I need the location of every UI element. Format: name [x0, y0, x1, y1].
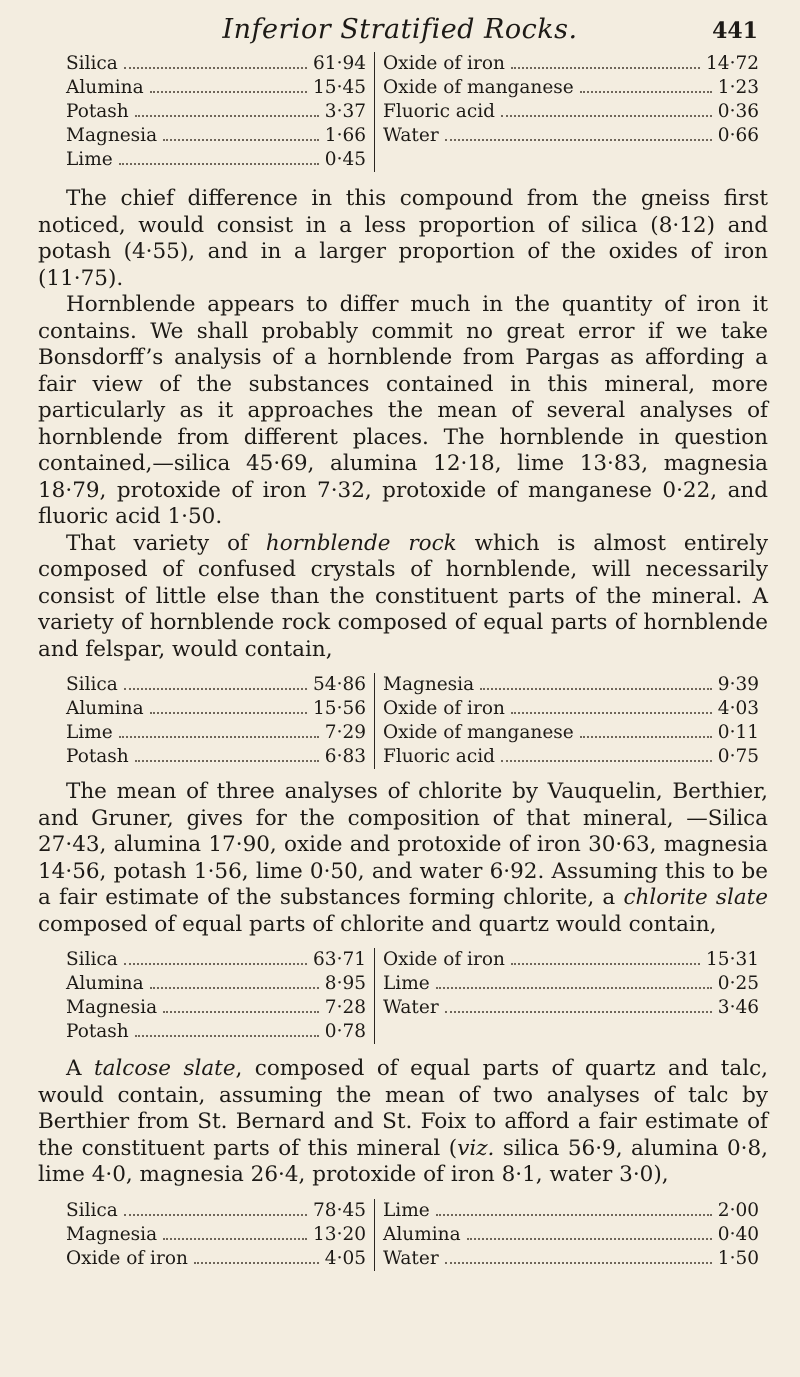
text-run: That variety of [66, 530, 266, 556]
constituent-name: Silica [66, 674, 118, 695]
table-row [383, 745, 759, 769]
constituent-value: 63·71 [313, 949, 366, 970]
table-row [66, 972, 366, 996]
constituent-value: 6·83 [324, 746, 366, 767]
constituent-name: Oxide of manganese [383, 77, 574, 98]
paragraph-hornblende-rock [38, 531, 768, 664]
constituent-value: 61·94 [313, 53, 366, 74]
text-run: , composed of equal parts of quartz and talc, would contain, assuming the mean of two analyses of talc by Berthier from St. Bernard and St. Foix to afford a fair estimate of the constituent parts of this mineral ( [38, 1056, 768, 1161]
table-column-right [375, 673, 759, 769]
leader-dots [445, 139, 712, 141]
text-run: which is almost entirely composed of confused crystals of hornblende, will necessarily consist of little else than the constituent parts of the mineral. A variety of hornblende rock composed of equal parts of hornblende and felspar, would contain, [38, 530, 768, 662]
constituent-name: Silica [66, 53, 118, 74]
table-row [66, 697, 366, 721]
constituent-name: Magnesia [66, 125, 158, 146]
constituent-value: 3·46 [717, 997, 759, 1018]
constituent-name: Potash [66, 746, 129, 767]
constituent-name: Lime [66, 149, 113, 170]
table-row [383, 673, 759, 697]
leader-dots [580, 91, 712, 93]
table-row [383, 124, 759, 148]
constituent-value: 0·78 [324, 1021, 366, 1042]
constituent-name: Silica [66, 1199, 118, 1221]
leader-dots [445, 1011, 712, 1013]
italic-term: hornblende rock [265, 530, 457, 556]
constituent-name: Lime [383, 1199, 430, 1221]
constituent-value: 7·28 [324, 997, 366, 1018]
leader-dots [163, 1238, 307, 1240]
constituent-value: 1·23 [717, 77, 759, 98]
table-row [383, 76, 759, 100]
table-row [383, 721, 759, 745]
text-run: The mean of three analyses of chlorite by Vauquelin, Berthier, and Gruner, gives for the composition of that mineral, —Silica 27·43, alumina 17·90, oxide and protoxide of iron 30·63, magnesia 14·56, potash 1·56, lime 0·50, and water 6·92. Assuming this to be a fair estimate of the substances forming chlorite, a [38, 779, 768, 910]
table-row [383, 1223, 759, 1247]
leader-dots [119, 736, 319, 738]
leader-dots [163, 1011, 319, 1013]
leader-dots [124, 1214, 307, 1216]
paragraph-chief-difference: The chief difference in this compound from the gneiss first noticed, would consist in a less proportion of silica (8·12) and potash (4·55), and in a larger proportion of the oxides of iron (11·75). [38, 186, 768, 291]
constituent-name: Alumina [66, 698, 144, 719]
paragraph-chlorite [38, 779, 768, 938]
leader-dots [119, 163, 319, 165]
italic-term: viz. [457, 1135, 495, 1161]
leader-dots [480, 688, 712, 690]
table-row [66, 673, 366, 697]
table-column-right [375, 1199, 759, 1271]
constituent-name: Silica [66, 949, 118, 970]
constituent-value: 8·95 [324, 973, 366, 994]
leader-dots [163, 139, 319, 141]
table-row [66, 124, 366, 148]
constituent-name: Water [383, 997, 439, 1018]
constituent-value: 4·05 [324, 1247, 366, 1269]
composition-table-hornblende-rock [66, 673, 768, 769]
constituent-value: 0·11 [717, 722, 759, 743]
leader-dots [135, 760, 319, 762]
leader-dots [501, 115, 712, 117]
constituent-value: 0·25 [717, 973, 759, 994]
constituent-value: 1·50 [717, 1247, 759, 1269]
constituent-name: Lime [383, 973, 430, 994]
leader-dots [150, 987, 319, 989]
constituent-value: 2·00 [717, 1199, 759, 1221]
constituent-name: Alumina [383, 1223, 461, 1245]
table-row [383, 948, 759, 972]
table-row [383, 52, 759, 76]
paragraph-talcose-slate [38, 1056, 768, 1189]
constituent-name: Water [383, 125, 439, 146]
text-run: silica 56·9, alumina 0·8, lime 4·0, magnesia 26·4, protoxide of iron 8·1, water 3·0), [38, 1135, 769, 1187]
table-row [383, 697, 759, 721]
leader-dots [135, 1035, 319, 1037]
table-row [66, 948, 366, 972]
leader-dots [467, 1238, 712, 1240]
constituent-value: 14·72 [706, 53, 759, 74]
table-row [66, 1247, 366, 1271]
constituent-name: Lime [66, 722, 113, 743]
constituent-value: 0·36 [717, 101, 759, 122]
constituent-value: 15·56 [313, 698, 366, 719]
constituent-value: 15·31 [706, 949, 759, 970]
table-row [66, 1020, 366, 1044]
constituent-value: 1·66 [324, 125, 366, 146]
constituent-name: Water [383, 1247, 439, 1269]
leader-dots [436, 987, 712, 989]
text-run: A [66, 1056, 94, 1081]
table-row [66, 745, 366, 769]
running-title: Inferior Stratified Rocks. [222, 14, 578, 45]
composition-table-gneiss [66, 52, 768, 172]
leader-dots [501, 760, 712, 762]
table-column-right [375, 948, 759, 1044]
constituent-value: 78·45 [313, 1199, 366, 1221]
leader-dots [511, 67, 700, 69]
constituent-value: 0·45 [324, 149, 366, 170]
constituent-name: Magnesia [383, 674, 475, 695]
constituent-name: Magnesia [66, 1223, 158, 1245]
italic-term: talcose slate [93, 1056, 236, 1081]
page-header [0, 10, 800, 50]
constituent-name: Potash [66, 1021, 129, 1042]
constituent-name: Oxide of iron [383, 698, 505, 719]
constituent-value: 3·37 [324, 101, 366, 122]
leader-dots [445, 1262, 712, 1264]
leader-dots [150, 712, 307, 714]
table-column-right [375, 52, 759, 172]
constituent-name: Oxide of iron [66, 1247, 188, 1269]
leader-dots [580, 736, 712, 738]
table-column-left [66, 52, 375, 172]
constituent-value: 0·75 [717, 746, 759, 767]
table-row [383, 972, 759, 996]
table-row [66, 52, 366, 76]
constituent-value: 4·03 [717, 698, 759, 719]
leader-dots [511, 712, 712, 714]
constituent-value: 0·66 [717, 125, 759, 146]
leader-dots [436, 1214, 712, 1216]
table-row [383, 1247, 759, 1271]
leader-dots [124, 688, 307, 690]
leader-dots [124, 963, 307, 965]
leader-dots [124, 67, 307, 69]
table-column-left [66, 1199, 375, 1271]
constituent-value: 15·45 [313, 77, 366, 98]
constituent-name: Oxide of manganese [383, 722, 574, 743]
leader-dots [511, 963, 700, 965]
page-body [38, 52, 768, 1271]
constituent-value: 9·39 [717, 674, 759, 695]
constituent-name: Magnesia [66, 997, 158, 1018]
composition-table-chlorite-slate [66, 948, 768, 1044]
table-row [66, 996, 366, 1020]
constituent-name: Oxide of iron [383, 949, 505, 970]
italic-term: chlorite slate [623, 885, 768, 910]
constituent-name: Alumina [66, 77, 144, 98]
leader-dots [135, 115, 319, 117]
table-row [383, 100, 759, 124]
leader-dots [194, 1262, 319, 1264]
paragraph-hornblende: Hornblende appears to differ much in the quantity of iron it contains. We shall probably commit no great error if we take Bonsdorff’s analysis of a hornblende from Pargas as affording a fair view of the substances contained in this mineral, more particularly as it approaches the mean of several analyses of hornblende from different places. The hornblende in question contained,—silica 45·69, alumina 12·18, lime 13·83, magnesia 18·79, protoxide of iron 7·32, protoxide of manganese 0·22, and fluoric acid 1·50. [38, 292, 768, 529]
constituent-name: Potash [66, 101, 129, 122]
table-row [383, 996, 759, 1020]
composition-table-talcose-slate [66, 1199, 768, 1271]
table-row [383, 1199, 759, 1223]
table-row [66, 1223, 366, 1247]
constituent-value: 54·86 [313, 674, 366, 695]
constituent-value: 13·20 [313, 1223, 366, 1245]
leader-dots [150, 91, 307, 93]
table-row [66, 76, 366, 100]
table-row [66, 721, 366, 745]
constituent-name: Oxide of iron [383, 53, 505, 74]
table-row [66, 148, 366, 172]
constituent-name: Fluoric acid [383, 746, 495, 767]
constituent-value: 7·29 [324, 722, 366, 743]
table-column-left [66, 673, 375, 769]
table-column-left [66, 948, 375, 1044]
table-row [66, 1199, 366, 1223]
constituent-name: Alumina [66, 973, 144, 994]
text-run: composed of equal parts of chlorite and quartz would contain, [38, 911, 717, 937]
constituent-name: Fluoric acid [383, 101, 495, 122]
page-number: 441 [712, 18, 758, 44]
constituent-value: 0·40 [717, 1223, 759, 1245]
table-row [66, 100, 366, 124]
